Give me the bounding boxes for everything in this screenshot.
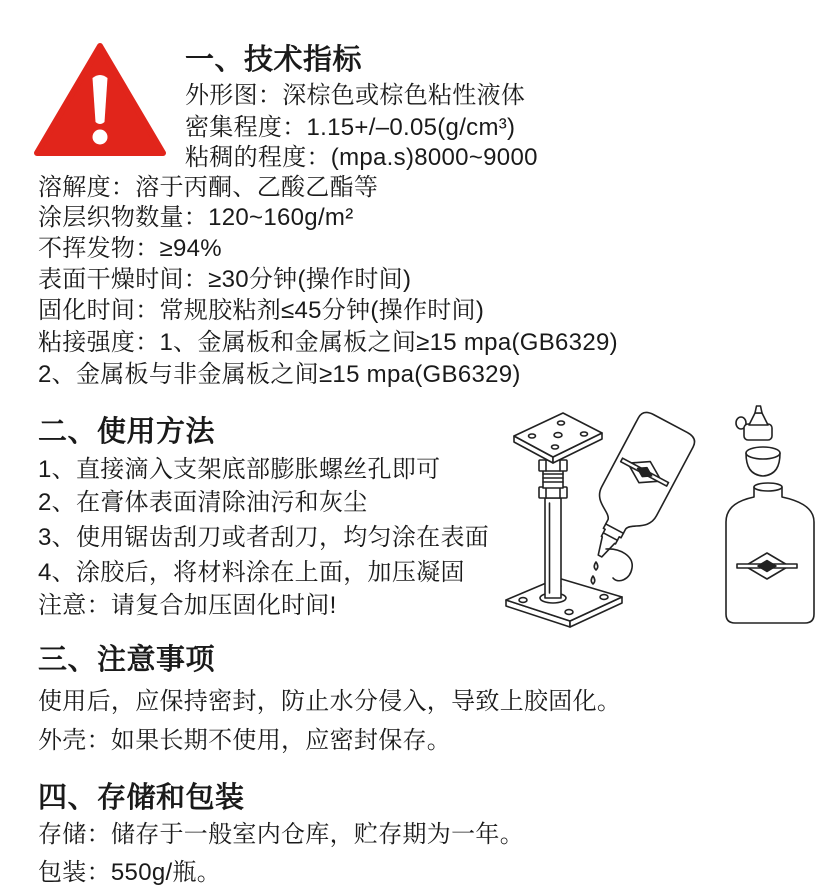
glue-bottle-upright-icon: [726, 483, 814, 623]
usage-illustration: [495, 400, 819, 645]
glue-drop-icon: [591, 576, 595, 584]
nozzle-strap: [606, 549, 632, 581]
spec-density: 密集程度：1.15+/–0.05(g/cm³): [185, 114, 516, 141]
nozzle-cap-icon: [736, 406, 772, 440]
usage-note: 注意：请复合加压固化时间!: [38, 592, 337, 619]
cap-cone: [749, 413, 768, 425]
section-heading-usage: 二、使用方法: [38, 416, 216, 448]
spec-solubility: 溶解度：溶于丙酮、乙酸乙酯等: [38, 174, 379, 201]
section-heading-storage: 四、存储和包装: [38, 782, 245, 814]
cap-base: [744, 424, 772, 440]
storage-info: 存储：储存于一般室内仓库，贮存期为一年。: [38, 821, 524, 848]
packaging-info: 包装：550g/瓶。: [38, 859, 222, 886]
spec-nonvolatile: 不挥发物：≥94%: [38, 235, 222, 262]
spec-bond-strength-2: 2、金属板与非金属板之间≥15 mpa(GB6329): [38, 361, 521, 388]
spec-viscosity: 粘稠的程度：(mpa.s)8000~9000: [185, 144, 538, 171]
top-plate-center-hole: [554, 433, 562, 438]
mounting-bracket-icon: [506, 413, 622, 627]
cup-icon: [746, 447, 780, 476]
bottom-plate-hole: [519, 598, 527, 603]
upright-bottle-neck: [754, 483, 782, 491]
support-pipe: [545, 498, 561, 598]
threaded-rod: [543, 470, 563, 488]
top-plate-hole: [552, 445, 559, 449]
usage-step-3: 3、使用锯齿刮刀或者刮刀，均匀涂在表面: [38, 524, 490, 551]
spec-appearance: 外形图：深棕色或棕色粘性液体: [185, 82, 526, 109]
bottom-plate-hole: [600, 595, 608, 600]
top-plate-hole: [558, 421, 565, 425]
spec-cure-time: 固化时间：常规胶粘剂≤45分钟(操作时间): [38, 297, 485, 324]
glue-drop-icon: [594, 562, 598, 570]
spec-bond-strength-1: 粘接强度：1、金属板和金属板之间≥15 mpa(GB6329): [38, 329, 618, 356]
spec-coating-amount: 涂层织物数量：120~160g/m²: [38, 204, 354, 231]
warning-triangle-icon: [30, 38, 172, 162]
precaution-seal: 使用后，应保持密封，防止水分侵入，导致上胶固化。: [38, 688, 622, 715]
section-heading-precautions: 三、注意事项: [38, 644, 216, 676]
usage-step-1: 1、直接滴入支架底部膨胀螺丝孔即可: [38, 456, 441, 483]
top-plate-hole: [581, 432, 588, 436]
spec-surface-dry-time: 表面干燥时间：≥30分钟(操作时间): [38, 266, 412, 293]
usage-step-4: 4、涂胶后，将材料涂在上面，加压凝固: [38, 559, 465, 586]
bottom-plate-hole: [565, 610, 573, 615]
top-plate-hole: [529, 434, 536, 438]
cup-rim: [746, 447, 780, 459]
cap-tip: [755, 406, 762, 413]
precaution-storage: 外壳：如果长期不使用，应密封保存。: [38, 727, 452, 754]
section-heading-specs: 一、技术指标: [185, 44, 363, 76]
usage-step-2: 2、在膏体表面清除油污和灰尘: [38, 489, 368, 516]
exclamation-dot: [93, 130, 108, 145]
